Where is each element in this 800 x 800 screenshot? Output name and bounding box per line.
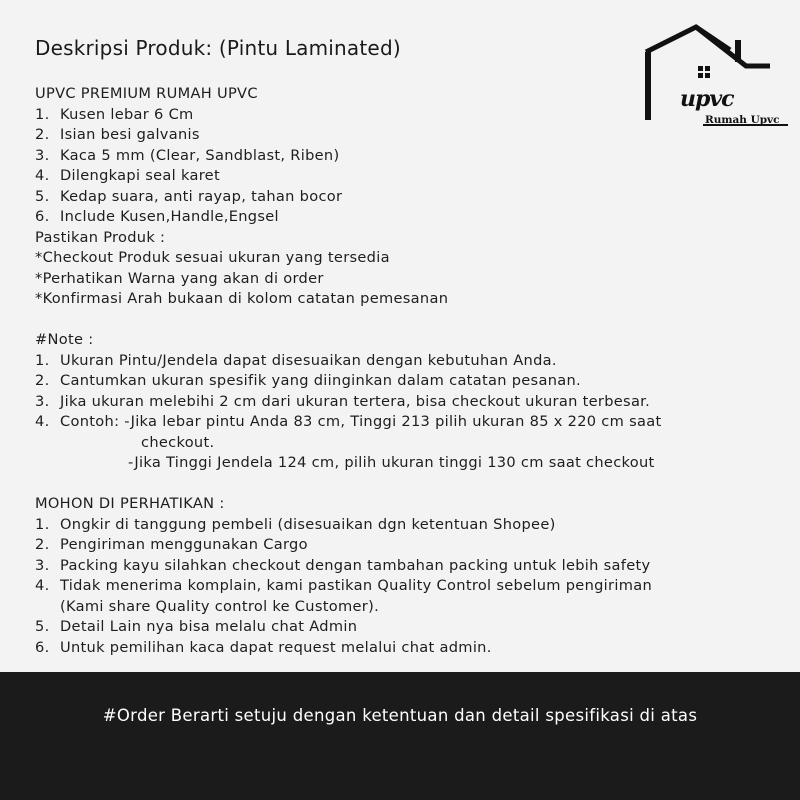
pastikan-line: *Perhatikan Warna yang akan di order (35, 269, 324, 287)
list-item: 3. Kaca 5 mm (Clear, Sandblast, Riben) (35, 146, 340, 164)
page-title: Deskripsi Produk: (Pintu Laminated) (35, 36, 401, 60)
list-item-continuation: (Kami share Quality control ke Customer). (60, 597, 380, 615)
list-item: 3. Packing kayu silahkan checkout dengan tambahan packing untuk lebih safety (35, 556, 651, 574)
list-item: 4. Contoh: -Jika lebar pintu Anda 83 cm, Tinggi 213 pilih ukuran 85 x 220 cm saat (35, 413, 662, 430)
mohon-heading: MOHON DI PERHATIKAN : (35, 495, 225, 512)
list-item: 6. Untuk pemilihan kaca dapat request melalui chat admin. (35, 638, 492, 656)
list-item: 1. Ongkir di tanggung pembeli (disesuaikan dgn ketentuan Shopee) (35, 515, 556, 533)
list-item: 4. Dilengkapi seal karet (35, 167, 220, 184)
spec-heading: UPVC PREMIUM RUMAH UPVC (35, 85, 258, 102)
list-item: 5. Detail Lain nya bisa melalu chat Admin (35, 618, 358, 635)
list-item: 1. Kusen lebar 6 Cm (35, 105, 194, 123)
list-item: 2. Pengiriman menggunakan Cargo (35, 536, 308, 553)
list-item-continuation: -Jika Tinggi Jendela 124 cm, pilih ukuran tinggi 130 cm saat checkout (128, 454, 655, 471)
list-item: 2. Isian besi galvanis (35, 126, 200, 143)
list-item: 3. Jika ukuran melebihi 2 cm dari ukuran tertera, bisa checkout ukuran terbesar. (35, 392, 651, 410)
note-heading: #Note : (35, 331, 94, 348)
list-item: 6. Include Kusen,Handle,Engsel (35, 208, 279, 225)
logo-script-text: upvc (680, 86, 734, 112)
list-item: 4. Tidak menerima komplain, kami pastikan Quality Control sebelum pengiriman (35, 577, 653, 594)
logo-sub-text: Rumah Upvc (705, 114, 780, 126)
list-item: 2. Cantumkan ukuran spesifik yang diinginkan dalam catatan pesanan. (35, 372, 581, 389)
pastikan-line: *Checkout Produk sesuai ukuran yang tersedia (35, 249, 390, 266)
footer-banner (0, 672, 800, 800)
description-body (35, 84, 765, 658)
footer-text: #Order Berarti setuju dengan ketentuan dan detail spesifikasi di atas (102, 706, 698, 725)
list-item-continuation: checkout. (141, 433, 215, 451)
list-item: 5. Kedap suara, anti rayap, tahan bocor (35, 187, 343, 205)
pastikan-heading: Pastikan Produk : (35, 228, 166, 246)
pastikan-line: *Konfirmasi Arah bukaan di kolom catatan pemesanan (35, 290, 449, 307)
list-item: 1. Ukuran Pintu/Jendela dapat disesuaikan dengan kebutuhan Anda. (35, 351, 557, 369)
